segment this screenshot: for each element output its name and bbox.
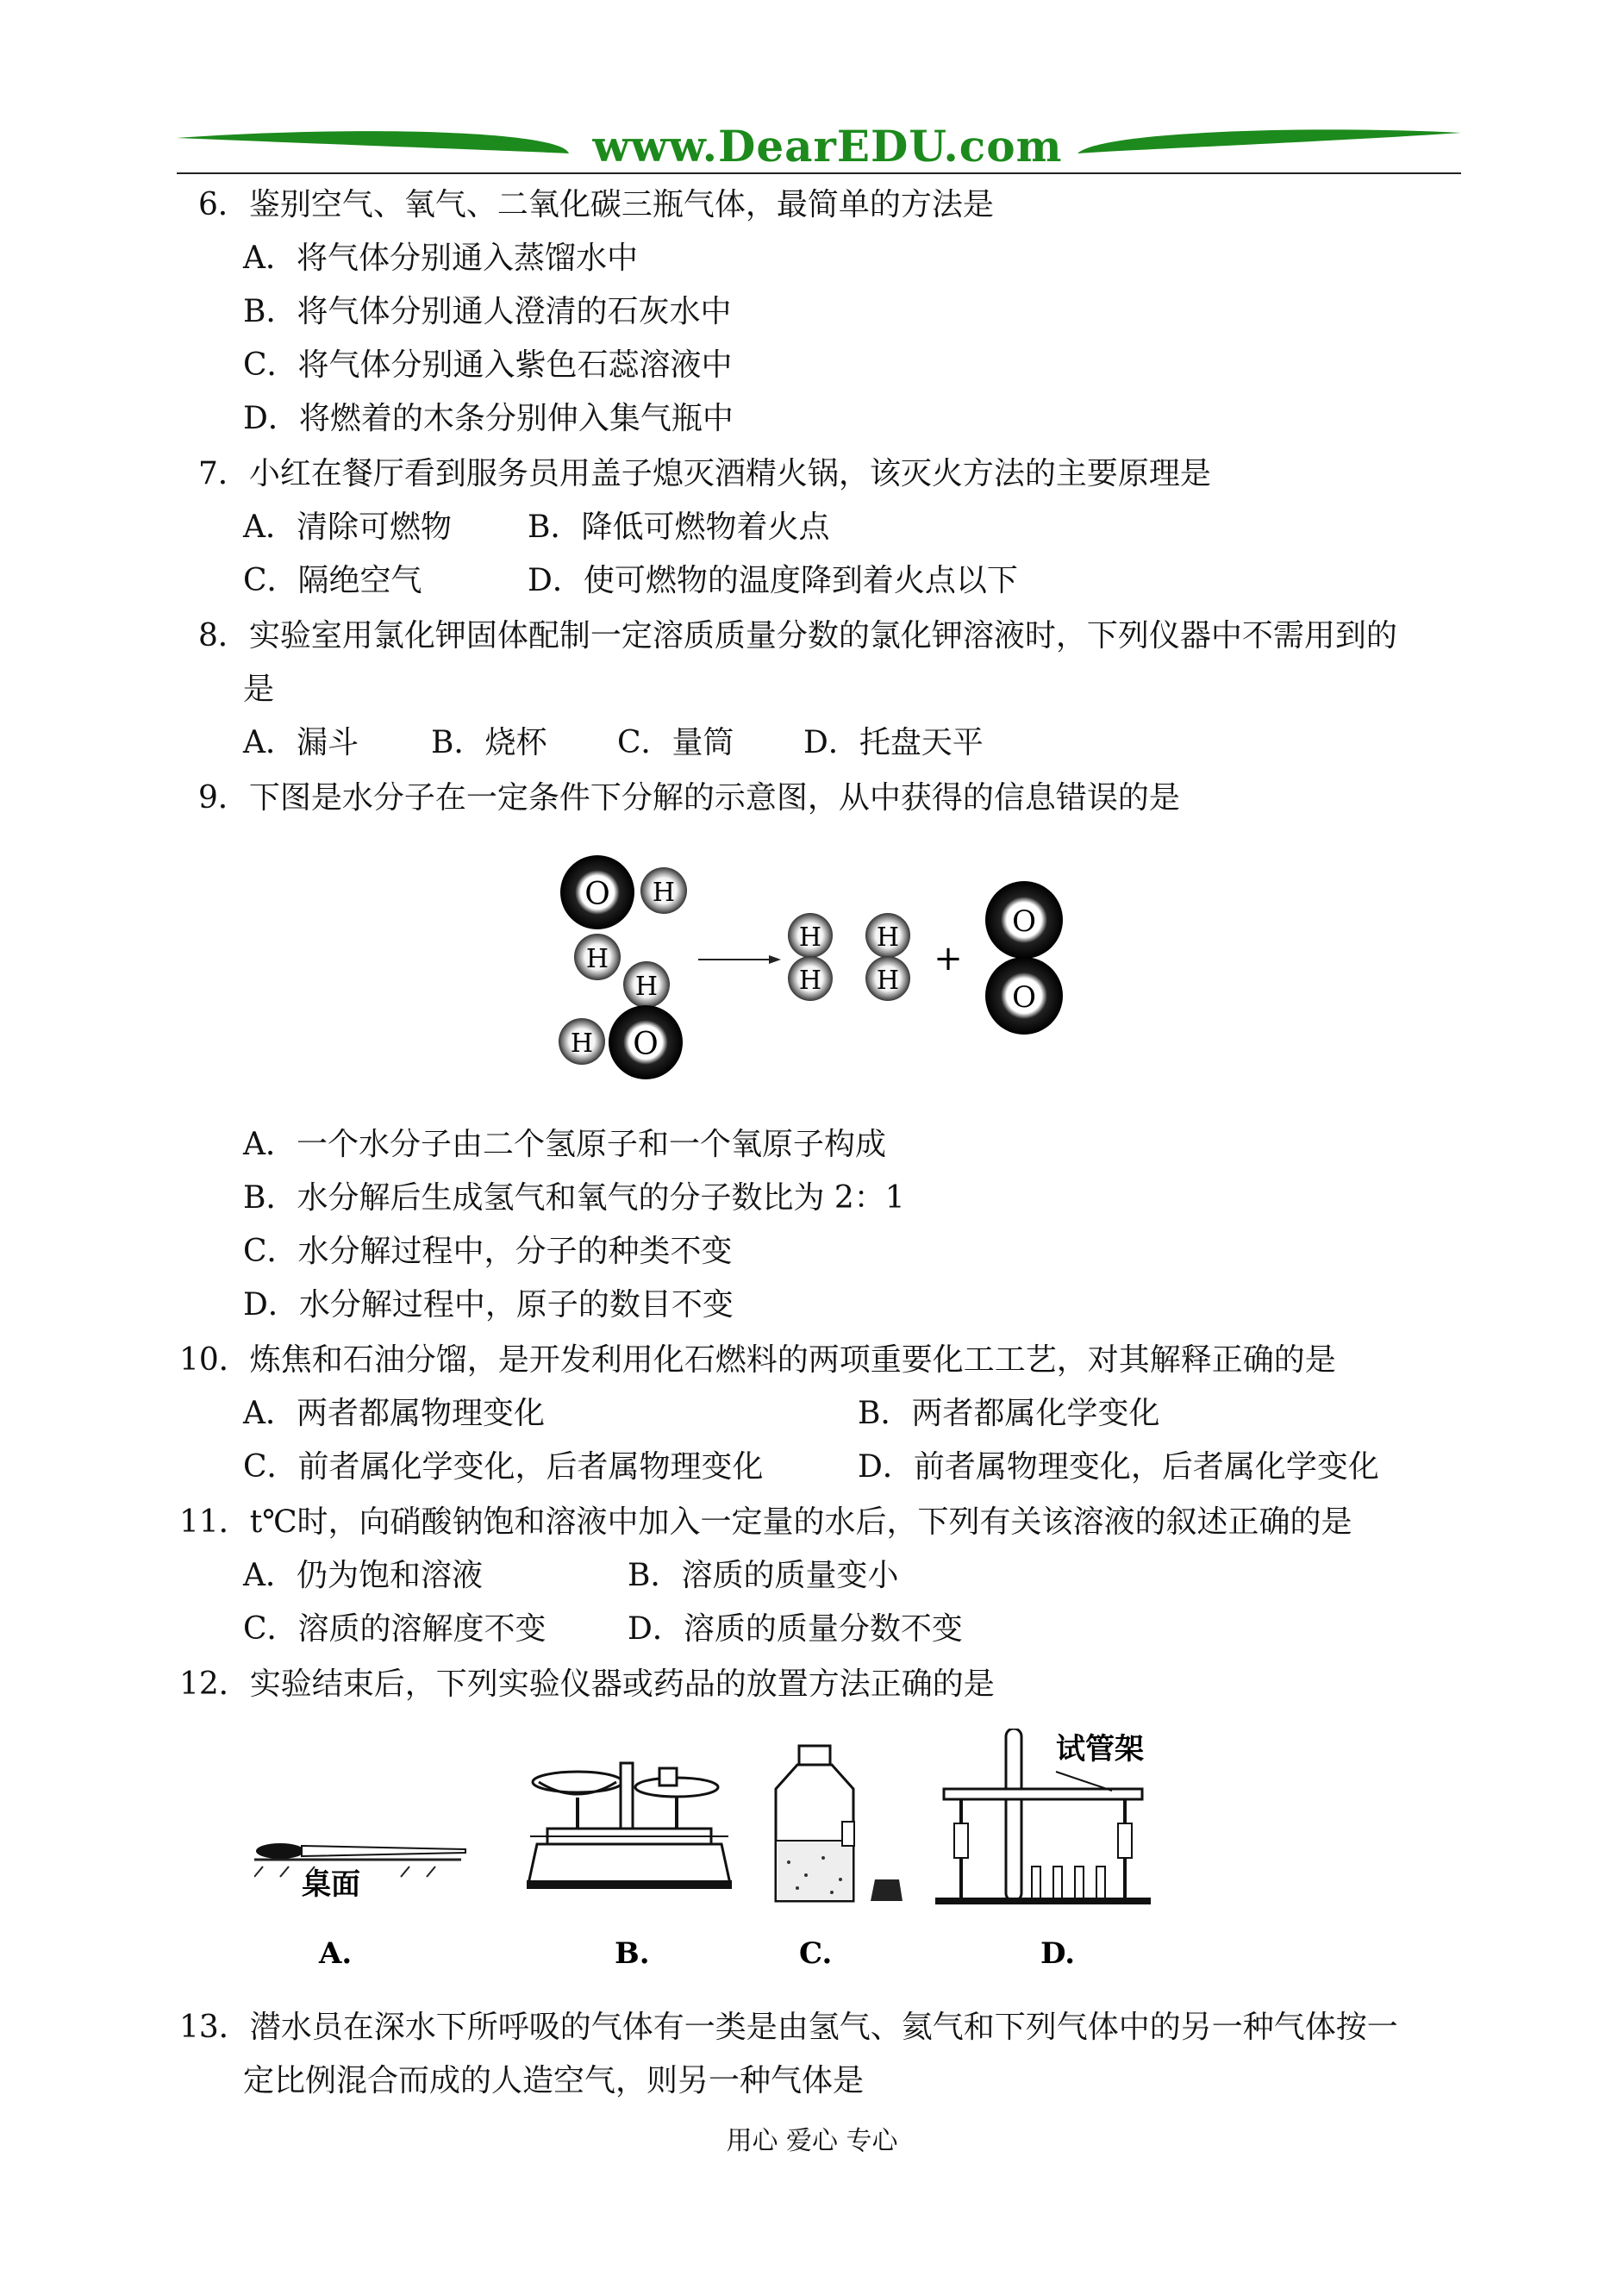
q9-option-c: C．水分解过程中，分子的种类不变 — [243, 1234, 733, 1269]
q10-option-a: A．两者都属物理变化 — [243, 1396, 545, 1431]
atom-label-h8: H — [876, 966, 900, 996]
header-divider — [177, 172, 1461, 174]
balance-illustration — [527, 1763, 732, 1889]
q8-stem-cont: 是 — [243, 672, 275, 707]
atom-label-h3: H — [634, 972, 659, 1002]
desk-label: 桌面 — [302, 1867, 360, 1902]
q7-option-b: B．降低可燃物着火点 — [528, 510, 830, 545]
q6-option-b: B．将气体分别通人澄清的石灰水中 — [243, 294, 732, 329]
q8-stem: 8．实验室用氯化钾固体配制一定溶质质量分数的氯化钾溶液时，下列仪器中不需用到的 — [198, 618, 1397, 653]
q6-stem: 6．鉴别空气、氧气、二氧化碳三瓶气体，最简单的方法是 — [198, 187, 994, 222]
q11-option-b: B．溶质的质量变小 — [628, 1558, 899, 1593]
q9-option-b: B．水分解后生成氢气和氧气的分子数比为 2：1 — [243, 1180, 905, 1216]
q9-option-a: A．一个水分子由二个氢原子和一个氧原子构成 — [243, 1127, 886, 1162]
q11-option-c: C．溶质的溶解度不变 — [243, 1611, 547, 1647]
q11-stem: 11．t℃时，向硝酸钠饱和溶液中加入一定量的水后，下列有关该溶液的叙述正确的是 — [179, 1504, 1352, 1540]
q7-option-d: D．使可燃物的温度降到着火点以下 — [528, 563, 1018, 598]
q7-option-c: C．隔绝空气 — [243, 563, 422, 598]
q11-option-d: D．溶质的质量分数不变 — [628, 1611, 963, 1647]
atom-label-o1: O — [584, 877, 610, 912]
q10-stem: 10．炼焦和石油分馏，是开发利用化石燃料的两项重要化工工艺，对其解释正确的是 — [179, 1342, 1336, 1378]
water-decomposition-diagram — [543, 849, 1198, 1099]
q10-option-c: C．前者属化学变化，后者属物理变化 — [243, 1449, 764, 1485]
q9-option-d: D．水分解过程中，原子的数目不变 — [243, 1287, 734, 1323]
fig-letter-b: B. — [615, 1936, 650, 1971]
atom-label-h2: H — [585, 944, 609, 974]
atom-label-h5: H — [798, 922, 822, 953]
q10-option-b: B．两者都属化学变化 — [858, 1396, 1160, 1431]
q8-option-c: C．量筒 — [617, 725, 734, 760]
q8-option-d: D．托盘天平 — [803, 725, 984, 760]
q7-stem: 7．小红在餐厅看到服务员用盖子熄灭酒精火锅，该灭火方法的主要原理是 — [198, 456, 1211, 491]
atom-label-o2: O — [633, 1027, 659, 1062]
page-footer: 用心 爱心 专心 — [726, 2126, 898, 2156]
reagent-bottle-illustration — [776, 1746, 903, 1901]
fig-letter-a: A. — [319, 1936, 353, 1971]
site-logo-text: www.DearEDU.com — [592, 121, 1063, 172]
lab-placement-figure — [254, 1729, 1185, 1987]
plus-sign: + — [934, 939, 963, 979]
q11-option-a: A．仍为饱和溶液 — [243, 1558, 483, 1593]
q13-stem: 13．潜水员在深水下所呼吸的气体有一类是由氢气、氦气和下列气体中的另一种气体按一 — [179, 2010, 1398, 2045]
site-header — [172, 119, 1465, 179]
q6-option-d: D．将燃着的木条分别伸入集气瓶中 — [243, 401, 734, 436]
atom-label-h4: H — [570, 1029, 594, 1059]
atom-label-o4: O — [1012, 980, 1036, 1015]
q6-option-a: A．将气体分别通入蒸馏水中 — [243, 241, 638, 276]
q7-option-a: A．清除可燃物 — [243, 510, 452, 545]
q12-stem: 12．实验结束后，下列实验仪器或药品的放置方法正确的是 — [179, 1667, 995, 1702]
fig-letter-d: D. — [1040, 1936, 1076, 1971]
rack-label: 试管架 — [1056, 1732, 1144, 1767]
q6-option-c: C．将气体分别通入紫色石蕊溶液中 — [243, 347, 733, 383]
q13-stem-cont: 定比例混合而成的人造空气，则另一种气体是 — [243, 2063, 865, 2098]
q8-option-b: B．烧杯 — [431, 725, 547, 760]
q10-option-d: D．前者属物理变化，后者属化学变化 — [858, 1449, 1379, 1485]
fig-letter-c: C. — [799, 1936, 833, 1971]
atom-label-h1: H — [652, 878, 676, 908]
reaction-arrow-icon — [698, 955, 781, 964]
q9-stem: 9．下图是水分子在一定条件下分解的示意图，从中获得的信息错误的是 — [198, 780, 1180, 816]
atom-label-o3: O — [1012, 904, 1036, 939]
atom-label-h7: H — [876, 922, 900, 953]
q8-option-a: A．漏斗 — [243, 725, 359, 760]
atom-label-h6: H — [798, 966, 822, 996]
